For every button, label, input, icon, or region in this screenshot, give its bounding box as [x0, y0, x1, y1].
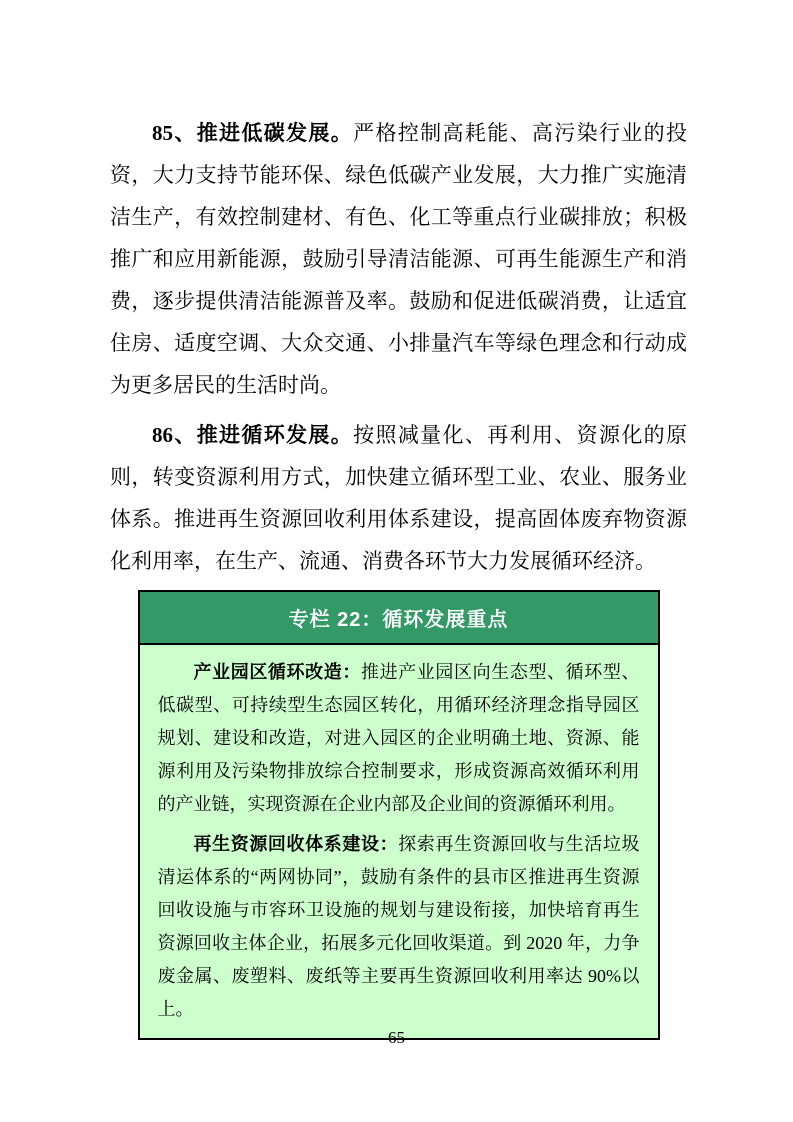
callout-item-1-lead: 产业园区循环改造： — [193, 662, 361, 682]
paragraph-85 — [110, 112, 687, 406]
callout-item-industrial-parks — [158, 656, 640, 821]
paragraph-85-body: 严格控制高耗能、高污染行业的投资，大力支持节能环保、绿色低碳产业发展，大力推广实施清洁生产，有效控制建材、有色、化工等重点行业碳排放；积极推广和应用新能源，鼓励引导清洁能源、可再生能源生产和消费，逐步提供清洁能源普及率。鼓励和促进低碳消费，让适宜住房、适度空调、大众交通、小排量汽车等绿色理念和行动成为更多居民的生活时尚。 — [110, 121, 688, 397]
paragraph-86 — [110, 414, 687, 582]
callout-item-2-lead: 再生资源回收体系建设： — [193, 834, 399, 854]
callout-item-2-body: 探索再生资源回收与生活垃圾清运体系的“两网协同”，鼓励有条件的县市区推进再生资源回收设施与市容环卫设施的规划与建设衔接，加快培育再生资源回收主体企业，拓展多元化回收渠道。到 2020 年，力争废金属、废塑料、废纸等主要再生资源回收利用率达 90%以上。 — [157, 834, 640, 1019]
callout-item-recycling-system — [158, 828, 640, 1026]
callout-body — [140, 645, 658, 1038]
paragraph-86-lead: 86、推进循环发展。 — [152, 423, 354, 447]
paragraph-86-body: 按照减量化、再利用、资源化的原则，转变资源利用方式，加快建立循环型工业、农业、服务业体系。推进再生资源回收利用体系建设，提高固体废弃物资源化利用率，在生产、流通、消费各环节大力发展循环经济。 — [110, 423, 688, 573]
callout-box-column-22 — [138, 590, 660, 1040]
callout-item-1-body: 推进产业园区向生态型、循环型、低碳型、可持续型生态园区转化，用循环经济理念指导园区规划、建设和改造，对进入园区的企业明确土地、资源、能源利用及污染物排放综合控制要求，形成资源高效循环利用的产业链，实现资源在企业内部及企业间的资源循环利用。 — [157, 662, 640, 814]
paragraph-85-lead: 85、推进低碳发展。 — [152, 121, 354, 145]
callout-title: 专栏 22：循环发展重点 — [140, 592, 658, 645]
page-number: 65 — [388, 1028, 405, 1047]
